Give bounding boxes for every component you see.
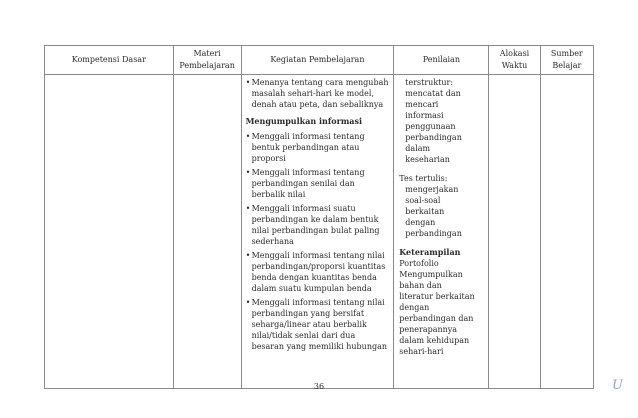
header-materi-pembelajaran: Materi Pembelajaran bbox=[173, 46, 241, 75]
header-sumber-belajar: Sumber Belajar bbox=[540, 46, 593, 75]
sumber-belajar-cell bbox=[540, 75, 593, 389]
table-row bbox=[45, 75, 594, 389]
kompetensi-dasar-cell bbox=[45, 75, 174, 389]
list-item: • Menggali informasi tentang perbandingan senilai dan berbalik nilai bbox=[245, 168, 365, 199]
list-item: • Menggali informasi tentang bentuk perbandingan atau proporsi bbox=[245, 132, 365, 163]
materi-cell bbox=[173, 75, 241, 389]
tes-tertulis-label: Tes tertulis: bbox=[399, 174, 448, 183]
list-item: • Menanya tentang cara mengubah masalah sehari-hari ke model, denah atau peta, dan sebaliknya bbox=[245, 78, 389, 109]
page-number: 36 bbox=[313, 382, 325, 391]
alokasi-waktu-cell bbox=[489, 75, 540, 389]
header-alokasi-waktu: Alokasi Waktu bbox=[489, 46, 540, 75]
penilaian-continued-text: terstruktur: mencatat dan mencari informasi penggunaan perbandingan dalam keseharian bbox=[405, 78, 462, 164]
tes-tertulis-items: mengerjakan soal-soal berkaitan dengan perbandingan bbox=[405, 185, 462, 238]
header-kompetensi-dasar: Kompetensi Dasar bbox=[45, 46, 174, 75]
brand-logo: U bbox=[612, 378, 623, 393]
list-item: • Menggali informasi tentang nilai perbandingan/proporsi kuantitas benda dengan kuantitas benda dalam suatu kumpulan benda bbox=[245, 251, 386, 293]
keterampilan-text: Portofolio Mengumpulkan bahan dan literatur berkaitan dengan perbandingan dan penerapannya dalam kehidupan sehari-hari bbox=[399, 259, 475, 356]
curriculum-table bbox=[44, 45, 594, 389]
penilaian-cell bbox=[394, 75, 489, 389]
header-kegiatan-pembelajaran: Kegiatan Pembelajaran bbox=[241, 46, 394, 75]
header-row bbox=[45, 46, 594, 75]
section-heading: Mengumpulkan informasi bbox=[245, 116, 363, 126]
header-penilaian: Penilaian bbox=[394, 46, 489, 75]
list-item: • Menggali informasi tentang nilai perbandingan yang bersifat seharga/linear atau berbalik nilai/tidak senlai dari dua besaran yang memiliki hubungan bbox=[245, 298, 388, 351]
keterampilan-heading: Keterampilan bbox=[399, 247, 461, 257]
list-item: • Menggali informasi suatu perbandingan ke dalam bentuk nilai perbandingan bulat paling sederhana bbox=[245, 204, 380, 246]
kegiatan-cell bbox=[241, 75, 394, 389]
